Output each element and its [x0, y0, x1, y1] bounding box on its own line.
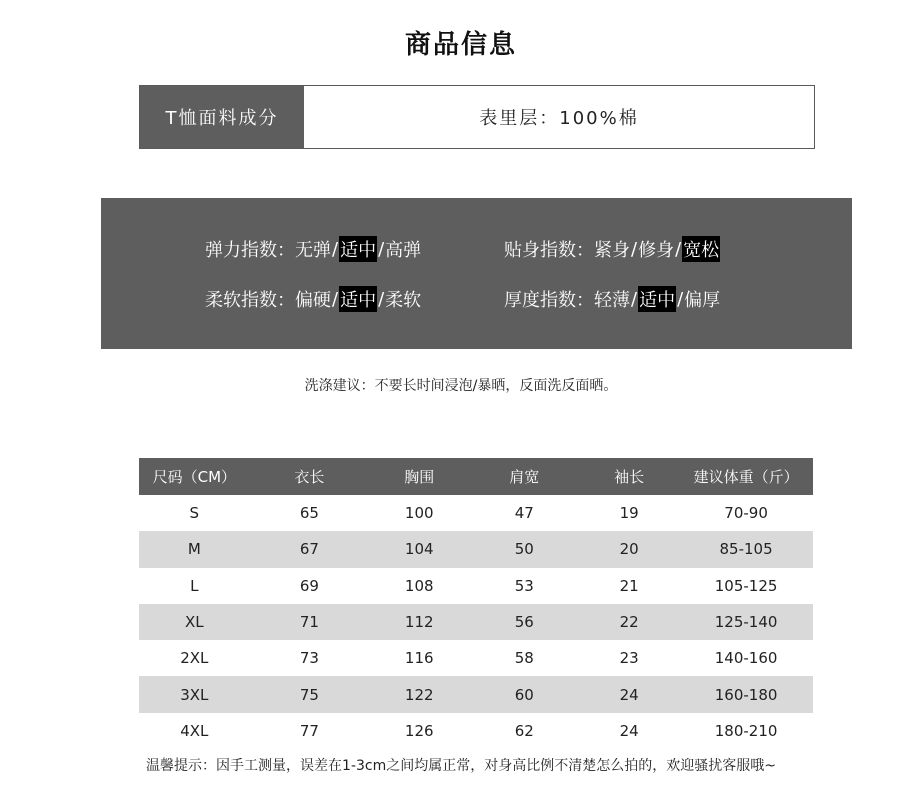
wash-note: 洗涤建议：不要长时间浸泡/暴晒，反面洗反面晒。: [304, 378, 618, 394]
fabric-label: T恤面料成分: [140, 86, 304, 148]
index-panel: [101, 198, 852, 349]
index-separator: /: [378, 238, 385, 260]
table-cell: 23: [619, 649, 639, 668]
index-separator: /: [631, 238, 638, 260]
table-cell: 21: [619, 576, 639, 595]
elasticity-index: [205, 236, 421, 262]
index-label: 弹力指数：: [205, 240, 295, 261]
index-separator: /: [677, 288, 684, 310]
index-option-selected: 适中: [339, 236, 377, 262]
table-cell: 19: [619, 504, 639, 523]
index-separator: /: [332, 288, 339, 310]
index-option: 无弹: [295, 240, 331, 261]
table-cell: 112: [369, 604, 469, 640]
table-cell: 180-210: [714, 721, 778, 740]
page-title: 商品信息: [404, 30, 517, 60]
index-separator: /: [675, 238, 682, 260]
table-cell: 4XL: [180, 721, 209, 740]
index-label: 贴身指数：: [504, 240, 594, 261]
table-cell: 56: [469, 604, 579, 640]
header-weight: 建议体重（斤）: [679, 458, 813, 495]
table-cell: 53: [514, 576, 534, 595]
thickness-index: [504, 286, 720, 312]
header-chest: 胸围: [369, 458, 469, 495]
table-cell: 100: [404, 504, 434, 523]
index-option-selected: 适中: [638, 286, 676, 312]
table-cell: 2XL: [180, 649, 209, 668]
index-option: 高弹: [385, 240, 422, 261]
index-separator: /: [631, 288, 638, 310]
table-cell: 75: [250, 676, 370, 712]
table-cell: 69: [299, 576, 319, 595]
fit-index: [504, 236, 720, 262]
fabric-value: 表里层：100%棉: [479, 108, 639, 129]
table-cell: 22: [579, 604, 679, 640]
index-option: 偏硬: [295, 290, 331, 311]
tip-note: 温馨提示：因手工测量，误差在1-3cm之间均属正常，对身高比例不清楚怎么拍的，欢迎骚扰客服哦~: [146, 758, 776, 774]
table-cell: 62: [514, 721, 534, 740]
index-option: 轻薄: [594, 290, 630, 311]
header-sleeve: 袖长: [579, 458, 679, 495]
table-cell: 108: [404, 576, 434, 595]
header-length: 衣长: [250, 458, 370, 495]
table-cell: 24: [579, 676, 679, 712]
index-option: 柔软: [385, 290, 422, 311]
table-cell: 125-140: [679, 604, 813, 640]
index-label: 厚度指数：: [504, 290, 594, 311]
table-cell: 77: [299, 721, 319, 740]
index-separator: /: [378, 288, 385, 310]
table-cell: 20: [579, 531, 679, 567]
table-cell: M: [139, 531, 250, 567]
table-row: [139, 713, 813, 749]
table-row: [139, 604, 813, 640]
table-cell: 3XL: [139, 676, 250, 712]
table-cell: 60: [469, 676, 579, 712]
table-row: [139, 531, 813, 567]
table-cell: 65: [299, 504, 319, 523]
table-cell: 85-105: [679, 531, 813, 567]
index-option: 紧身: [594, 240, 630, 261]
table-cell: 58: [514, 649, 534, 668]
table-cell: 126: [404, 721, 434, 740]
index-option: 修身: [638, 240, 675, 261]
table-cell: S: [189, 504, 200, 523]
table-row: [139, 568, 813, 604]
table-cell: 50: [469, 531, 579, 567]
index-option-selected: 宽松: [682, 236, 720, 262]
table-cell: 104: [369, 531, 469, 567]
table-row: [139, 495, 813, 531]
index-option-selected: 适中: [339, 286, 377, 312]
fabric-composition-box: [139, 85, 815, 149]
header-size: 尺码（CM）: [139, 458, 250, 495]
size-table: [139, 458, 813, 749]
table-row: [139, 676, 813, 712]
table-cell: 140-160: [714, 649, 778, 668]
table-cell: 47: [514, 504, 534, 523]
table-cell: 160-180: [679, 676, 813, 712]
table-cell: 73: [299, 649, 319, 668]
size-table-header: [139, 458, 813, 495]
index-separator: /: [332, 238, 339, 260]
table-cell: 105-125: [714, 576, 778, 595]
table-cell: 122: [369, 676, 469, 712]
table-cell: 71: [250, 604, 370, 640]
header-shoulder: 肩宽: [469, 458, 579, 495]
table-row: [139, 640, 813, 676]
softness-index: [205, 286, 421, 312]
index-label: 柔软指数：: [205, 290, 295, 311]
table-cell: 67: [250, 531, 370, 567]
index-option: 偏厚: [684, 290, 721, 311]
table-cell: 116: [404, 649, 434, 668]
table-cell: 70-90: [724, 504, 768, 523]
table-cell: L: [190, 576, 199, 595]
table-cell: 24: [619, 721, 639, 740]
table-cell: XL: [139, 604, 250, 640]
